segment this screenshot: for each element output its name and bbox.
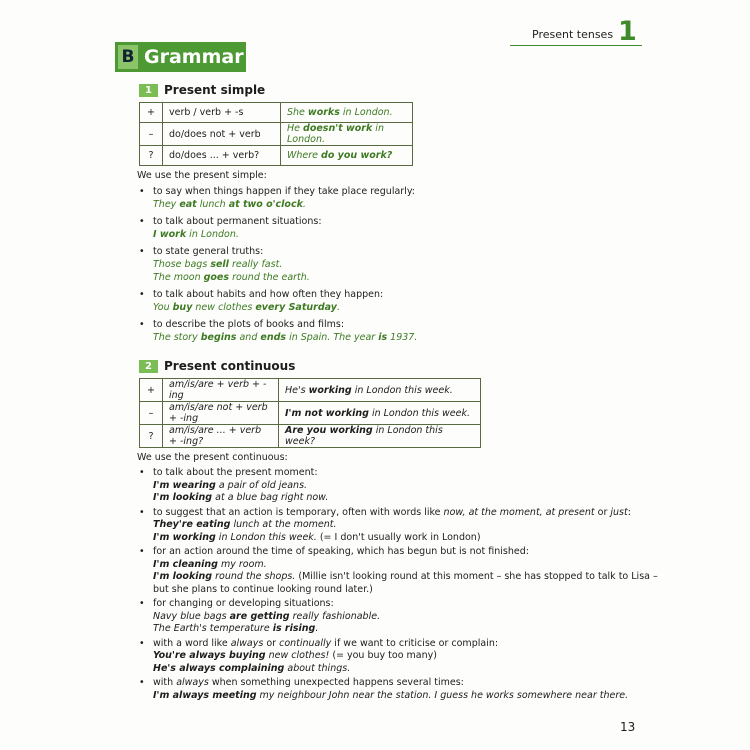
- bold-verb: I'm looking: [153, 571, 213, 582]
- text-segment: to talk about permanent situations:: [153, 216, 322, 227]
- text-segment: new clothes: [192, 302, 256, 313]
- bold-verb: is rising: [272, 623, 316, 634]
- text-segment: in London.: [186, 229, 239, 240]
- text-segment: with a word like: [153, 637, 231, 649]
- text-segment: in London this week.: [368, 407, 470, 419]
- form-table: [139, 102, 413, 166]
- form-example: [281, 123, 413, 146]
- text-segment: Where: [287, 150, 322, 161]
- usage-list: [139, 185, 439, 344]
- section-heading: [139, 358, 619, 374]
- example-sentence: [153, 519, 659, 532]
- section-heading: [139, 82, 439, 98]
- form-symbol: ?: [140, 146, 163, 166]
- text-segment: round the earth.: [229, 272, 310, 283]
- bold-verb: You're always buying: [153, 650, 266, 661]
- form-structure: verb / verb + -s: [163, 103, 281, 123]
- text-segment: Navy blue bags: [153, 610, 230, 622]
- text-segment: He's: [285, 384, 309, 396]
- bold-verb: I'm always meeting: [153, 689, 257, 701]
- usage-item: [139, 245, 439, 284]
- text-segment: (= I don't usually work in London): [316, 531, 481, 543]
- usage-intro: We use the present simple:: [137, 170, 267, 181]
- text-segment: to state general truths:: [153, 246, 264, 257]
- example-sentence: [153, 663, 659, 676]
- header-title: Present tenses: [532, 28, 614, 41]
- unit-number: 1: [618, 16, 637, 47]
- usage-item: [139, 507, 659, 545]
- form-example: [279, 425, 481, 448]
- section-present-continuous: [137, 358, 658, 704]
- bold-verb: ends: [260, 332, 287, 343]
- text-segment: in London this week.: [351, 384, 453, 396]
- text-segment: really fashionable.: [289, 610, 381, 622]
- bold-verb: do you work?: [321, 150, 393, 161]
- bold-verb: every Saturday: [255, 302, 337, 313]
- text-segment: .: [302, 199, 306, 210]
- text-segment: The moon: [153, 272, 204, 283]
- usage-item: [139, 185, 439, 211]
- bold-verb: They're eating: [153, 519, 231, 530]
- usage-item: [139, 546, 659, 596]
- text-segment: She: [287, 107, 308, 118]
- bold-verb: is: [378, 332, 388, 343]
- text-segment: The Earth's temperature: [153, 623, 273, 634]
- form-symbol: ?: [140, 425, 163, 448]
- bold-verb: begins: [200, 332, 237, 343]
- form-example: [279, 379, 481, 402]
- example-sentence: [153, 198, 439, 211]
- form-structure: am/is/are ... + verb + -ing?: [163, 425, 279, 448]
- form-symbol: –: [140, 402, 163, 425]
- table-row: [140, 379, 481, 402]
- form-structure: am/is/are not + verb + -ing: [163, 402, 279, 425]
- text-segment: in London this week.: [215, 531, 317, 543]
- text-segment: The story: [153, 332, 201, 343]
- bold-verb: doesn't work: [303, 123, 373, 134]
- text-segment: or: [263, 637, 280, 649]
- form-symbol: –: [140, 123, 163, 146]
- bold-verb: I work: [153, 229, 187, 240]
- usage-item: [139, 467, 659, 505]
- text-segment: really fast.: [228, 259, 283, 270]
- text-segment: round the shops.: [212, 571, 296, 582]
- text-segment: now, at the moment, at present: [443, 506, 595, 518]
- text-segment: .: [315, 623, 319, 634]
- bold-verb: He's always complaining: [153, 662, 285, 674]
- text-segment: if we want to criticise or complain:: [331, 637, 499, 649]
- example-sentence: [153, 532, 659, 545]
- form-structure: do/does not + verb: [163, 123, 281, 146]
- text-segment: continually: [279, 637, 332, 649]
- form-example: [281, 146, 413, 166]
- bold-verb: eat: [179, 199, 197, 210]
- text-segment: to talk about habits and how often they happen:: [153, 289, 384, 300]
- bold-verb: I'm cleaning: [153, 558, 218, 570]
- text-segment: You: [153, 302, 173, 313]
- table-row: [140, 123, 413, 146]
- form-structure: am/is/are + verb + -ing: [163, 379, 279, 402]
- usage-item: [139, 288, 439, 314]
- text-segment: my neighbour John near the station. I guess he works somewhere near there.: [256, 689, 629, 701]
- form-structure: do/does ... + verb?: [163, 146, 281, 166]
- running-header: [510, 16, 642, 47]
- example-sentence: [153, 480, 659, 493]
- bold-verb: goes: [203, 272, 230, 283]
- example-sentence: [153, 650, 659, 663]
- text-segment: 1937.: [387, 332, 418, 343]
- text-segment: for an action around the time of speaking, which has begun but is not finished:: [153, 546, 529, 557]
- text-segment: :: [627, 506, 631, 518]
- banner-letter: B: [118, 45, 138, 69]
- table-row: [140, 425, 481, 448]
- bold-verb: I'm working: [153, 531, 216, 543]
- bold-verb: sell: [210, 259, 229, 270]
- text-segment: in Spain. The year: [286, 332, 379, 343]
- text-segment: to suggest that an action is temporary, often with words like: [153, 506, 444, 518]
- example-sentence: [153, 258, 439, 271]
- usage-item: [139, 215, 439, 241]
- text-segment: .: [336, 302, 340, 313]
- example-sentence: [153, 228, 439, 241]
- text-segment: lunch at the moment.: [230, 519, 337, 530]
- bold-verb: buy: [172, 302, 193, 313]
- bold-verb: I'm not working: [285, 407, 369, 419]
- text-segment: just: [610, 506, 628, 518]
- section-present-simple: [139, 82, 439, 348]
- bold-verb: are getting: [229, 610, 290, 622]
- form-example: [279, 402, 481, 425]
- text-segment: to describe the plots of books and films:: [153, 319, 345, 330]
- banner-title: Grammar: [144, 46, 244, 68]
- bold-verb: I'm looking: [153, 492, 213, 503]
- text-segment: in London.: [339, 107, 393, 118]
- text-segment: for changing or developing situations:: [153, 598, 334, 609]
- section-number: 2: [139, 360, 158, 373]
- example-sentence: [153, 611, 659, 624]
- page-number: 13: [620, 720, 636, 734]
- example-sentence: [153, 271, 439, 284]
- example-sentence: [153, 623, 659, 636]
- grammar-banner: [115, 42, 246, 72]
- usage-item: [139, 638, 659, 676]
- text-segment: in London.: [287, 123, 384, 145]
- text-segment: with: [153, 677, 177, 688]
- text-segment: always: [230, 637, 264, 649]
- text-segment: new clothes!: [265, 650, 330, 661]
- text-segment: to say when things happen if they take place regularly:: [153, 186, 415, 197]
- table-row: [140, 146, 413, 166]
- example-sentence: [153, 559, 659, 572]
- usage-list: [139, 467, 659, 702]
- section-number: 1: [139, 84, 158, 97]
- example-sentence: [153, 690, 659, 703]
- text-segment: (Millie isn't looking round at this moment – she has stopped to talk to Lisa – but she plans to continue looking round later.): [153, 571, 658, 595]
- text-segment: He: [287, 123, 304, 134]
- bold-verb: works: [307, 107, 340, 118]
- usage-item: [139, 598, 659, 636]
- table-row: [140, 103, 413, 123]
- text-segment: in London this week?: [285, 425, 443, 447]
- text-segment: when something unexpected happens several times:: [208, 677, 464, 688]
- usage-item: [139, 318, 439, 344]
- text-segment: or: [594, 506, 611, 518]
- bold-verb: at two o'clock: [228, 199, 303, 210]
- table-row: [140, 402, 481, 425]
- form-symbol: +: [140, 379, 163, 402]
- usage-item: [139, 677, 659, 702]
- text-segment: lunch: [196, 199, 229, 210]
- text-segment: at a blue bag right now.: [212, 492, 329, 503]
- text-segment: They: [153, 199, 180, 210]
- form-table: [139, 378, 481, 448]
- bold-verb: I'm wearing: [153, 479, 216, 491]
- bold-verb: working: [308, 384, 352, 396]
- example-sentence: [153, 331, 439, 344]
- usage-intro: We use the present continuous:: [137, 452, 288, 463]
- text-segment: my room.: [217, 558, 267, 570]
- text-segment: always: [176, 677, 209, 688]
- form-symbol: +: [140, 103, 163, 123]
- form-example: [281, 103, 413, 123]
- text-segment: and: [236, 332, 261, 343]
- text-segment: (= you buy too many): [329, 650, 437, 661]
- bold-verb: Are you working: [285, 425, 373, 436]
- section-title: Present continuous: [164, 359, 296, 373]
- example-sentence: [153, 492, 659, 505]
- example-sentence: [153, 571, 659, 596]
- example-sentence: [153, 301, 439, 314]
- section-title: Present simple: [164, 83, 266, 97]
- text-segment: Those bags: [153, 259, 211, 270]
- text-segment: to talk about the present moment:: [153, 467, 318, 478]
- text-segment: a pair of old jeans.: [215, 479, 308, 491]
- text-segment: about things.: [284, 662, 351, 674]
